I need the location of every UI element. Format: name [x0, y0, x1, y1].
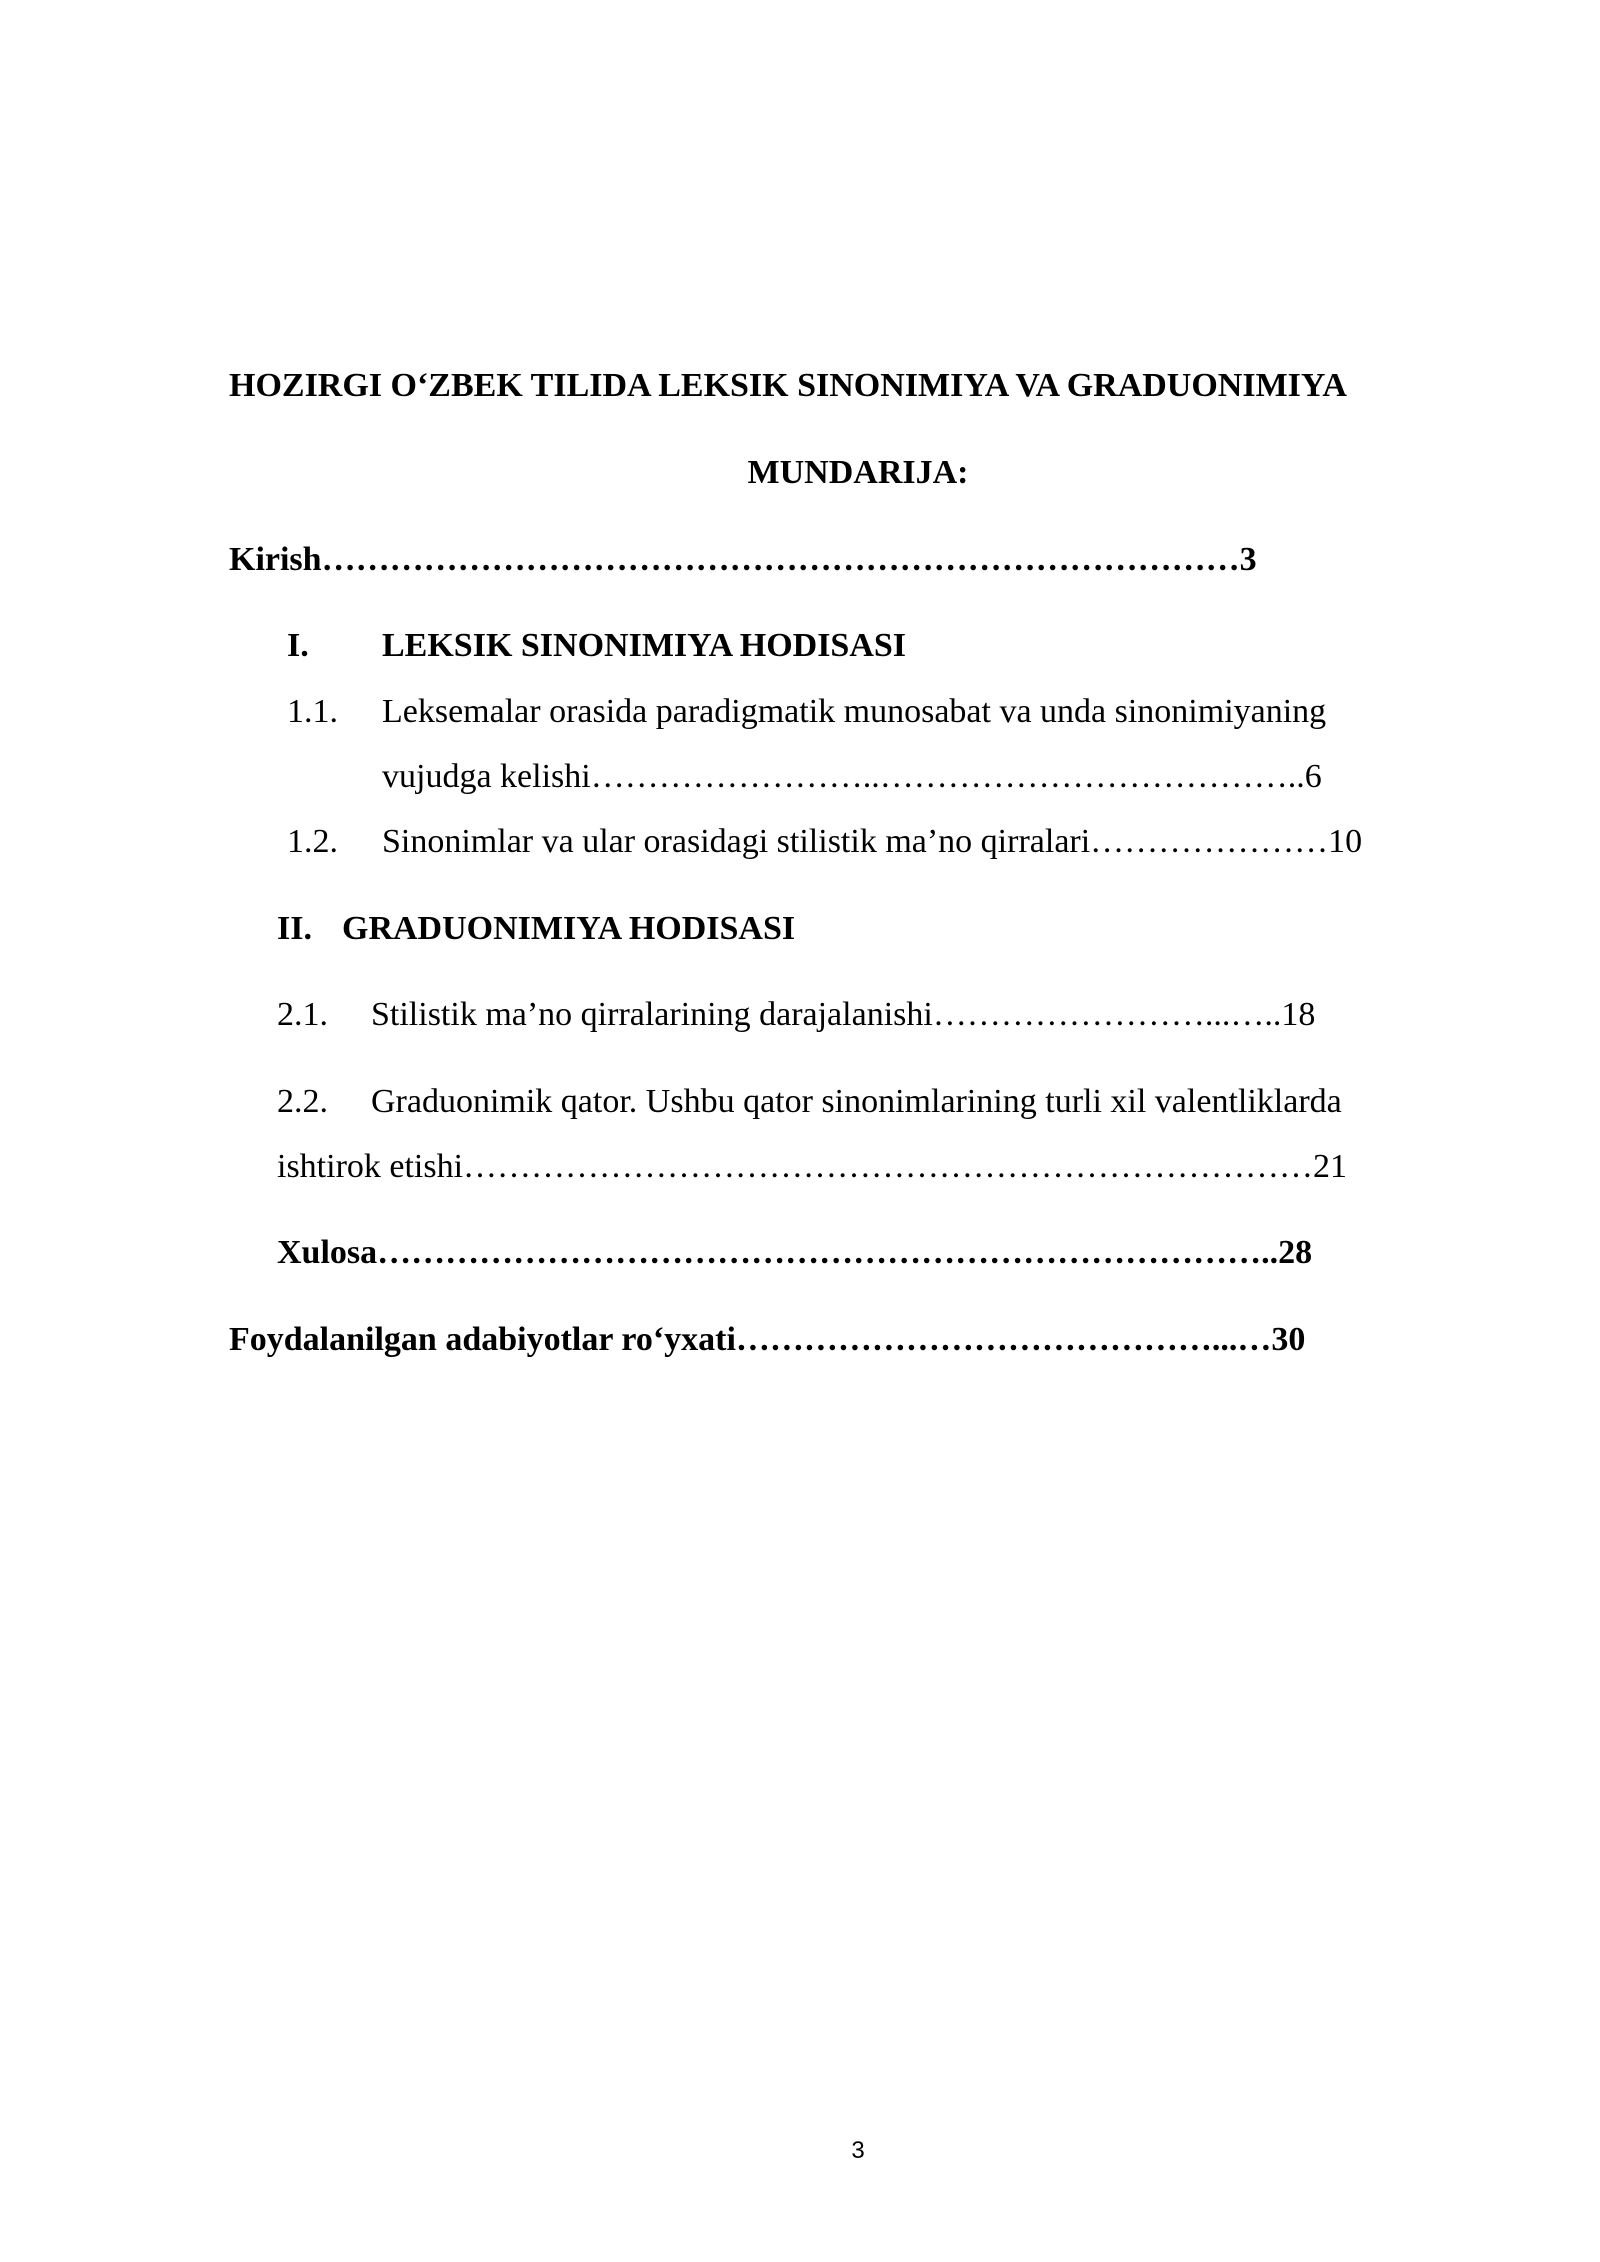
toc-entry-xulosa: Xulosa……………………………………………………………………..28 [277, 1234, 1313, 1271]
toc-entry-kirish: Kirish………………………………………………………………………3 [229, 541, 1257, 578]
toc-section-1-1-line2: vujudga kelishi……………………..………………………………..6 [382, 758, 1322, 795]
toc-chapter-1-number: I. [287, 627, 309, 664]
toc-section-1-1-line1: Leksemalar orasida paradigmatik munosabat va unda sinonimiyaning [382, 693, 1327, 730]
toc-chapter-2-number: II. [277, 910, 312, 947]
toc-section-2-1-text: Stilistik ma’no qirralarining darajalanishi……………………...…..18 [371, 996, 1316, 1033]
toc-section-2-2-number: 2.2. [277, 1083, 328, 1120]
toc-entry-adabiyotlar: Foydalanilgan adabiyotlar ro‘yxati……………………………………...…30 [229, 1321, 1306, 1358]
toc-heading: MUNDARIJA: [747, 454, 969, 491]
toc-section-2-1-number: 2.1. [277, 996, 328, 1033]
document-title: HOZIRGI O‘ZBEK TILIDA LEKSIK SINONIMIYA VA GRADUONIMIYA [229, 367, 1347, 404]
toc-section-1-2-text: Sinonimlar va ular orasidagi stilistik ma’no qirralari…………………10 [382, 823, 1363, 860]
page-number: 3 [851, 2137, 865, 2164]
toc-section-2-2-line1: Graduonimik qator. Ushbu qator sinonimlarining turli xil valentliklarda [371, 1083, 1342, 1120]
toc-chapter-1-title: LEKSIK SINONIMIYA HODISASI [382, 627, 907, 664]
toc-section-1-2-number: 1.2. [287, 823, 338, 860]
toc-section-2-2-line2: ishtirok etishi…………………………………………………………………21 [277, 1148, 1348, 1185]
toc-section-1-1-number: 1.1. [287, 693, 338, 730]
toc-chapter-2-title: GRADUONIMIYA HODISASI [342, 910, 796, 947]
